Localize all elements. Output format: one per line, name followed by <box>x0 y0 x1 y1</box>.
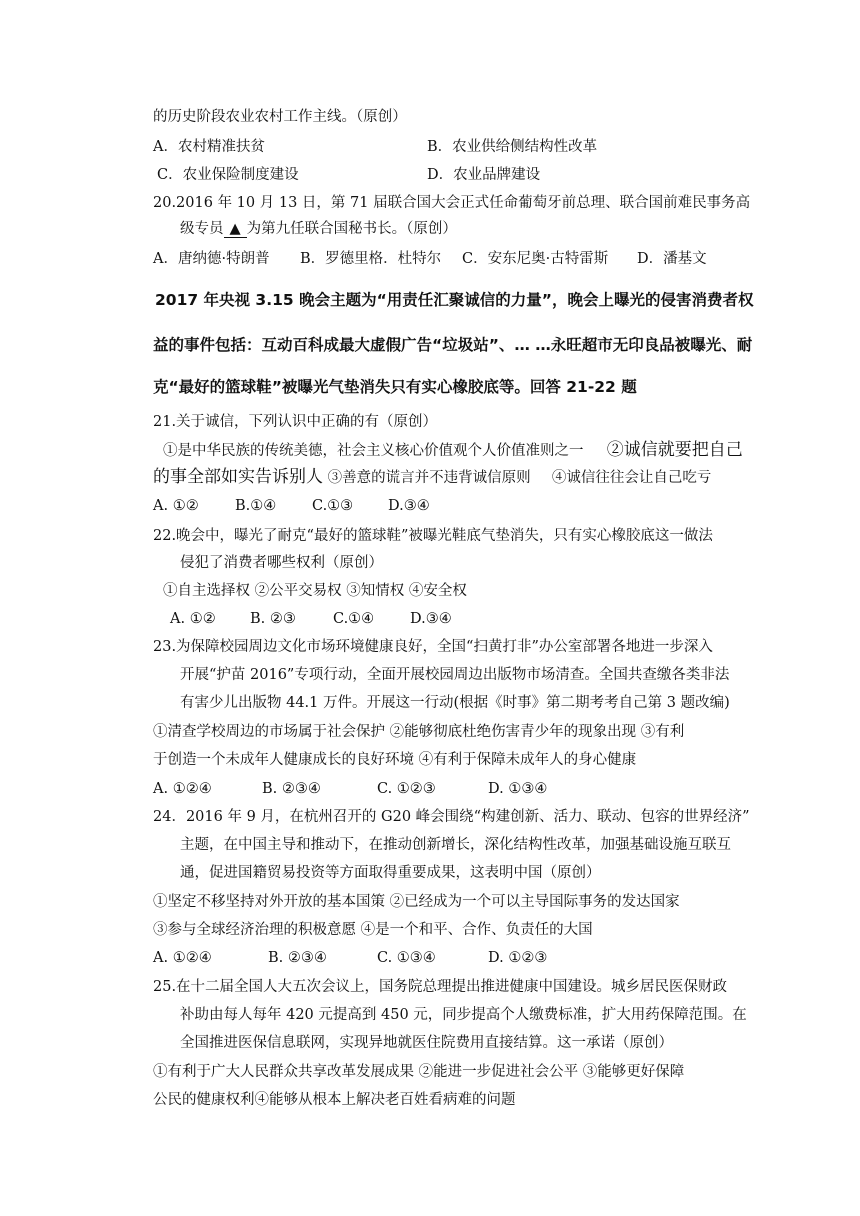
q22-option-a: A. ①② <box>170 611 216 627</box>
q21-option-b: B.①④ <box>235 498 277 514</box>
q24-option-c: C. ①③④ <box>377 950 436 966</box>
q22-option-c: C.①④ <box>333 611 375 627</box>
q25-stem-line2: 补助由每人每年 420 元提高到 450 元，同步提高个人缴费标准，扩大用药保障范围。在 <box>180 1007 747 1023</box>
q20-option-b: B．罗德里格．杜特尔 <box>300 251 442 267</box>
q21-option-d: D.③④ <box>388 498 430 514</box>
q21-stem: 21.关于诚信，下列认识中正确的有（原创） <box>153 414 438 430</box>
q21-items-line2 <box>153 467 711 488</box>
q22-option-b: B. ②③ <box>250 611 296 627</box>
q24-option-b: B. ②③④ <box>268 950 327 966</box>
q23-items-line1: ①清查学校周边的市场属于社会保护 ②能够彻底杜绝伤害青少年的现象出现 ③有利 <box>153 724 685 740</box>
q19-option-b: B．农业供给侧结构性改革 <box>427 139 598 155</box>
q19-option-a: A．农村精准扶贫 <box>153 139 265 155</box>
q25-items-line2: 公民的健康权利④能够从根本上解决老百姓看病难的问题 <box>153 1092 516 1108</box>
q20-option-a: A．唐纳德·特朗普 <box>153 251 270 267</box>
q20-stem-post: 为第九任联合国秘书长。（原创） <box>246 221 457 237</box>
q21-items-line1 <box>163 440 743 461</box>
q21-item-4: ④诚信往往会让自己吃亏 <box>551 470 712 486</box>
material-line2: 益的事件包括：互动百科成最大虚假广告“垃圾站”、… …永旺超市无印良品被曝光、耐 <box>153 336 753 354</box>
q24-option-a: A. ①②④ <box>153 950 212 966</box>
q24-stem-line2: 主题，在中国主导和推动下，在推动创新增长，深化结构性改革，加强基础设施互联互 <box>180 837 731 853</box>
q23-stem-line1: 23.为保障校园周边文化市场环境健康良好，全国“扫黄打非”办公室部署各地进一步深入 <box>153 639 713 655</box>
q23-option-c: C. ①②③ <box>377 781 436 797</box>
q23-stem-line2: 开展“护苗 2016”专项行动，全面开展校园周边出版物市场清查。全国共查缴各类非法 <box>180 667 730 683</box>
material-line1: 2017 年央视 3.15 晚会主题为“用责任汇聚诚信的力量”，晚会上曝光的侵害消费者权 <box>155 291 754 309</box>
q20-stem-line2 <box>180 219 457 239</box>
q24-option-d: D. ①②③ <box>488 950 548 966</box>
q19-stem-continuation: 的历史阶段农业农村工作主线。（原创） <box>153 109 407 125</box>
q21-option-c: C.①③ <box>312 498 354 514</box>
q21-item-1: ①是中华民族的传统美德，社会主义核心价值观个人价值准则之一 <box>163 443 584 459</box>
q25-stem-line1: 25.在十二届全国人大五次会议上，国务院总理提出推进健康中国建设。城乡居民医保财政 <box>153 979 728 995</box>
q24-stem-line3: 通，促进国籍贸易投资等方面取得重要成果，这表明中国（原创） <box>180 865 601 881</box>
q23-option-a: A. ①②④ <box>153 781 212 797</box>
q19-option-c: C．农业保险制度建设 <box>157 167 299 183</box>
q20-stem-line1: 20.2016 年 10 月 13 日，第 71 届联合国大会正式任命葡萄牙前总理、联合国前难民事务高 <box>153 195 751 211</box>
q21-item-2: ②诚信就要把自己 <box>606 440 743 460</box>
q20-option-d: D．潘基文 <box>637 251 707 267</box>
q24-items-line1: ①坚定不移坚持对外开放的基本国策 ②已经成为一个可以主导国际事务的发达国家 <box>153 894 680 910</box>
q22-stem-line1: 22.晚会中，曝光了耐克“最好的篮球鞋”被曝光鞋底气垫消失，只有实心橡胶底这一做法 <box>153 528 713 544</box>
q24-stem-line1: 24．2016 年 9 月，在杭州召开的 G20 峰会围绕“构建创新、活力、联动、包容的世界经济” <box>153 809 750 825</box>
q23-stem-line3: 有害少儿出版物 44.1 万件。开展这一行动(根据《时事》第二期考考自己第 3 题改编) <box>180 695 730 711</box>
q21-item-2-cont: 的事全部如实告诉别人 <box>153 467 323 487</box>
q23-items-line2: 于创造一个未成年人健康成长的良好环境 ④有利于保障未成年人的身心健康 <box>153 752 637 768</box>
q24-items-line2: ③参与全球经济治理的积极意愿 ④是一个和平、合作、负责任的大国 <box>153 922 593 938</box>
q22-option-d: D.③④ <box>410 611 452 627</box>
q21-item-3: ③善意的谎言并不违背诚信原则 <box>327 470 531 486</box>
q23-option-d: D. ①③④ <box>488 781 548 797</box>
q25-stem-line3: 全国推进医保信息联网，实现异地就医住院费用直接结算。这一承诺（原创） <box>180 1035 673 1051</box>
q20-stem-pre: 级专员 <box>180 221 224 237</box>
material-line3: 克“最好的篮球鞋”被曝光气垫消失只有实心橡胶底等。回答 21-22 题 <box>153 378 637 396</box>
q25-items-line1: ①有利于广大人民群众共享改革发展成果 ②能进一步促进社会公平 ③能够更好保障 <box>153 1064 685 1080</box>
q22-stem-line2: 侵犯了消费者哪些权利（原创） <box>180 555 383 571</box>
q19-option-d: D．农业品牌建设 <box>427 167 541 183</box>
q22-items: ①自主选择权 ②公平交易权 ③知情权 ④安全权 <box>163 583 467 599</box>
q23-option-b: B. ②③④ <box>262 781 321 797</box>
q20-answer-blank: ▲ <box>224 221 247 238</box>
q20-option-c: C．安东尼奥·古特雷斯 <box>462 251 609 267</box>
q21-option-a: A. ①② <box>153 498 199 514</box>
